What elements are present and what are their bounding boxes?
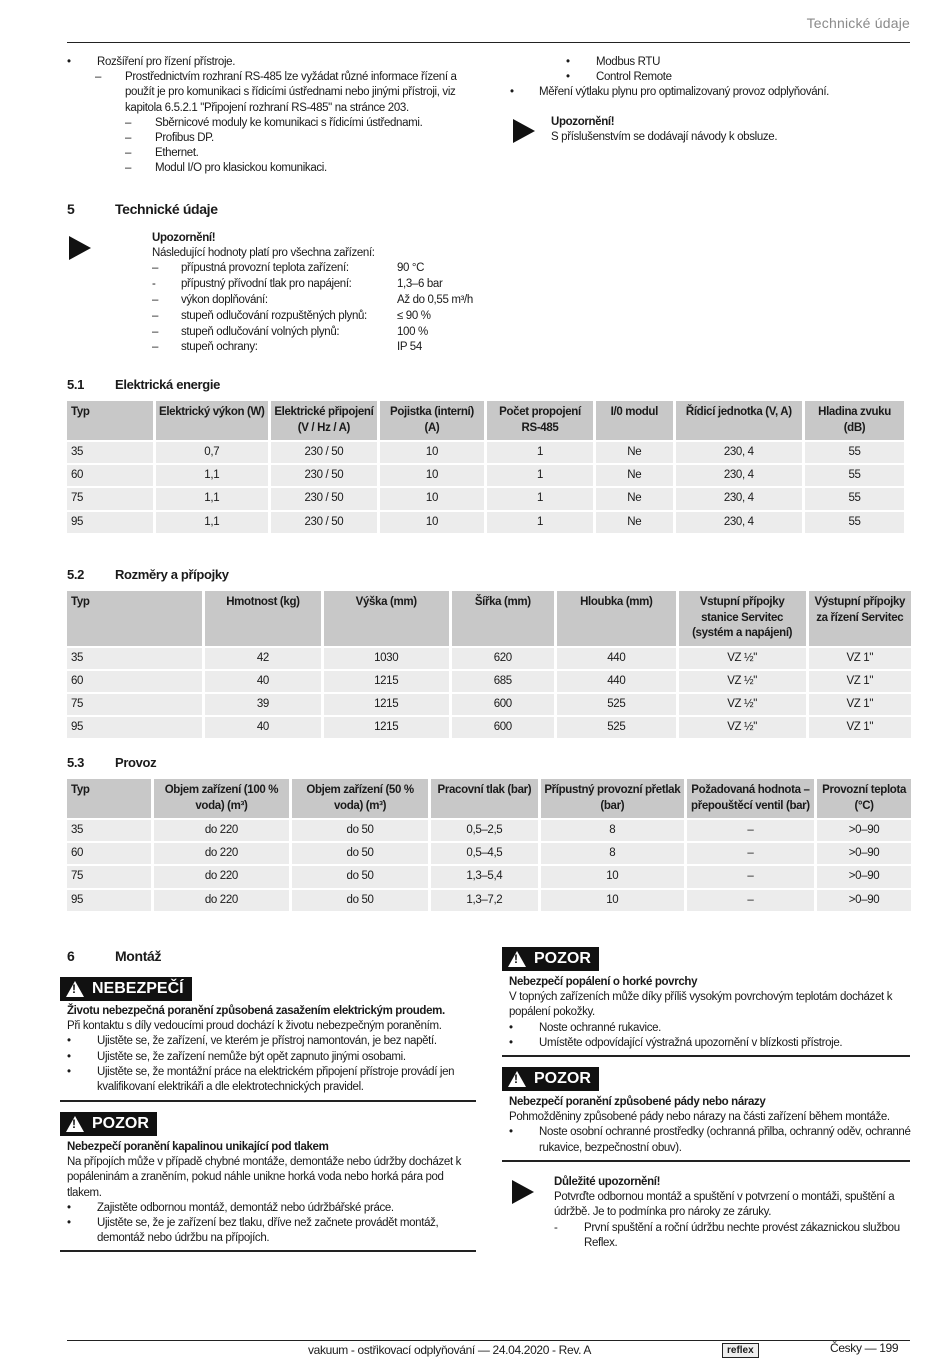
table-cell: 525 — [557, 694, 676, 715]
table-cell: VZ ½" — [679, 694, 806, 715]
table-cell: 35 — [67, 648, 202, 669]
note-text: Potvrďte odbornou montáž a spuštění v potvrzení o montáži, spuštění a údržbě. Je to podmínka pro nároky ze záruky. — [554, 1191, 895, 1219]
footer-rule — [67, 1340, 910, 1341]
column-header: Typ — [67, 779, 151, 818]
table-cell: 1,1 — [156, 512, 268, 533]
warning-triangle-icon — [508, 951, 526, 967]
note-text: S příslušenstvím se dodávají návody k obsluze. — [551, 131, 778, 144]
table-cell: 75 — [67, 488, 153, 509]
table-cell: 60 — [67, 843, 151, 864]
spec-dash: – — [152, 262, 159, 275]
table-cell: 95 — [67, 512, 153, 533]
table-row — [67, 648, 911, 669]
footer-text: vakuum - ostřikovací odplyňování — 24.04.2020 - Rev. A — [308, 1343, 592, 1357]
caution-box — [67, 1140, 477, 1246]
subsection-number: 5.3 — [67, 755, 85, 770]
table-row — [67, 890, 911, 911]
caution-title: Nebezpečí popálení o horké povrchy — [509, 976, 698, 988]
list-item: • Ujistěte se, že zařízení nemůže být opět zapnuto jinými osobami. — [67, 1050, 477, 1065]
list-item: • Zajistěte odbornou montáž, demontáž nebo údržbářské práce. — [67, 1201, 477, 1216]
list-item: – Profibus DP. — [125, 131, 477, 146]
table-cell: 1,1 — [156, 488, 268, 509]
table-cell: 230 / 50 — [271, 465, 377, 486]
table-cell: 0,7 — [156, 442, 268, 463]
column-header: Šířka (mm) — [452, 591, 554, 646]
spec-dash: – — [152, 294, 159, 306]
spec-value: Až do 0,55 m³/h — [397, 294, 473, 306]
table-cell: 95 — [67, 890, 151, 911]
list-item: • Rozšíření pro řízení přístroje. – Prostřednictvím rozhraní RS-485 lze vyžádat různé informace řízení a použít je pro komunikaci s řídicími ústřednami nebo jinými přístroji, viz kapitola 6.5.2.1 "Připojení rozhraní RS-485" na stránce 203. – Sběrnicové moduly ke komunikaci s řídicími ústřednami. – Profibus DP. – Ethernet. – Modul I/O pro klasickou komunikaci. — [67, 55, 477, 177]
subsection-number: 5.2 — [67, 567, 85, 582]
warning-triangle-icon — [66, 981, 84, 997]
table-cell: 1030 — [324, 648, 449, 669]
table-cell: >0–90 — [817, 843, 911, 864]
table-cell: – — [687, 866, 814, 887]
column-header: I/0 modul — [596, 401, 673, 440]
column-header: Řídicí jednotka (V, A) — [676, 401, 802, 440]
spec-row — [152, 293, 512, 309]
electrical-table — [64, 399, 907, 535]
danger-text: Při kontaktu s díly vedoucími proud dochází k životu nebezpečným poraněním. — [67, 1020, 442, 1033]
table-cell: 60 — [67, 465, 153, 486]
section-number: 6 — [67, 948, 75, 964]
list-item: - První spuštění a roční údržbu nechte provést zákaznickou službou Reflex. — [554, 1221, 910, 1251]
table-cell: – — [687, 820, 814, 841]
spec-dash: – — [152, 309, 159, 322]
spec-value: 1,3–6 bar — [397, 278, 443, 291]
spec-row — [152, 325, 512, 341]
spec-dash: - — [152, 278, 156, 291]
table-cell: 10 — [380, 512, 484, 533]
box-rule — [60, 1100, 476, 1102]
table-cell: 10 — [380, 442, 484, 463]
spec-value: 100 % — [397, 325, 428, 338]
list-item: – Prostřednictvím rozhraní RS-485 lze vyžádat různé informace řízení a použít je pro komunikaci s řídicími ústřednami nebo jinými přístroji, viz kapitola 6.5.2.1 "Připojení rozhraní RS-485" na stránce 203. – Sběrnicové moduly ke komunikaci s řídicími ústřednami. – Profibus DP. – Ethernet. – Modul I/O pro klasickou komunikaci. — [95, 70, 477, 176]
table-cell: 55 — [805, 488, 904, 509]
table-row — [67, 488, 904, 509]
table-cell: 10 — [541, 890, 684, 911]
table-cell: 0,5–2,5 — [431, 820, 538, 841]
table-cell: VZ ½" — [679, 717, 806, 738]
caution-box — [509, 1095, 911, 1156]
spec-list — [152, 261, 512, 356]
note-box — [551, 115, 777, 145]
box-rule — [502, 1160, 910, 1162]
table-cell: Ne — [596, 488, 673, 509]
table-cell: VZ 1" — [809, 694, 911, 715]
table-cell: 1 — [487, 512, 593, 533]
table-cell: 75 — [67, 866, 151, 887]
running-header: Technické údaje — [806, 15, 910, 31]
caution-label: ! POZOR — [502, 1067, 599, 1092]
spec-label: stupeň odlučování rozpuštěných plynů: — [181, 309, 367, 322]
table-cell: VZ 1" — [809, 648, 911, 669]
table-cell: 685 — [452, 671, 554, 692]
warning-triangle-icon — [66, 1116, 84, 1132]
column-header: Hladina zvuku (dB) — [805, 401, 904, 440]
dimensions-table — [64, 589, 914, 740]
table-header-row — [67, 401, 904, 440]
table-cell: 1,1 — [156, 465, 268, 486]
spec-value: 90 °C — [397, 262, 425, 275]
table-row — [67, 717, 911, 738]
top-right-list — [510, 55, 910, 101]
top-left-list — [67, 55, 477, 177]
list-item: • Ujistěte se, že je zařízení bez tlaku, dříve než začnete provádět montáž, demontáž nebo údržbu na přípojích. — [67, 1216, 477, 1246]
table-cell: 10 — [380, 465, 484, 486]
table-header-row — [67, 779, 911, 818]
caution-text: Na přípojích může v případě chybné montáže, demontáže nebo údržby docházet k popáleninám a zraněním, pokud náhle unikne horká voda nebo horká pára pod tlakem. — [67, 1156, 462, 1199]
list-item: • Noste ochranné rukavice. — [509, 1021, 911, 1036]
table-cell: 600 — [452, 694, 554, 715]
note-title: Upozornění! — [551, 116, 615, 128]
list-item: – Modul I/O pro klasickou komunikaci. — [125, 161, 477, 176]
list-item: – Ethernet. — [125, 146, 477, 161]
column-header: Objem zařízení (50 % voda) (m³) — [292, 779, 428, 818]
spec-label: výkon doplňování: — [181, 294, 268, 306]
spec-row — [152, 261, 512, 277]
box-rule — [60, 1250, 476, 1252]
caution-text: Pohmožděniny způsobené pády nebo nárazy na části zařízení během montáže. — [509, 1111, 890, 1124]
caution-title: Nebezpečí poranění kapalinou unikající pod tlakem — [67, 1141, 329, 1153]
column-header: Typ — [67, 401, 153, 440]
table-cell: 230 / 50 — [271, 488, 377, 509]
table-row — [67, 843, 911, 864]
list-item: • Modbus RTU — [566, 55, 910, 70]
table-cell: 230, 4 — [676, 465, 802, 486]
table-cell: 440 — [557, 671, 676, 692]
table-cell: 1215 — [324, 694, 449, 715]
spec-value: ≤ 90 % — [397, 309, 431, 322]
table-cell: 1215 — [324, 671, 449, 692]
table-cell: do 50 — [292, 890, 428, 911]
table-cell: 620 — [452, 648, 554, 669]
column-header: Provozní teplota (°C) — [817, 779, 911, 818]
table-cell: >0–90 — [817, 866, 911, 887]
table-cell: 40 — [205, 717, 321, 738]
note-intro: Následující hodnoty platí pro všechna zařízení: — [152, 247, 375, 260]
table-cell: 75 — [67, 694, 202, 715]
table-cell: 40 — [205, 671, 321, 692]
subsection-title: Provoz — [115, 755, 157, 770]
table-cell: VZ 1" — [809, 671, 911, 692]
spec-row — [152, 277, 512, 293]
table-cell: >0–90 — [817, 890, 911, 911]
table-row — [67, 465, 904, 486]
caution-label: ! POZOR — [60, 1112, 157, 1137]
caution-title: Nebezpečí poranění způsobené pády nebo nárazy — [509, 1096, 766, 1108]
table-row — [67, 866, 911, 887]
spec-dash: – — [152, 325, 159, 338]
table-cell: >0–90 — [817, 820, 911, 841]
table-cell: do 50 — [292, 843, 428, 864]
header-rule — [67, 42, 910, 43]
table-row — [67, 694, 911, 715]
table-cell: 1 — [487, 442, 593, 463]
table-cell: Ne — [596, 512, 673, 533]
list-item: • Měření výtlaku plynu pro optimalizovaný provoz odplyňování. — [510, 85, 910, 100]
list-item: • Ujistěte se, že montážní práce na elektrickém připojení přístroje provádí jen kvalifikovaní elektrikáři a dle elektrotechnických pravidel. — [67, 1065, 477, 1095]
spec-label: přípustná provozní teplota zařízení: — [181, 262, 349, 275]
spec-label: přípustný přívodní tlak pro napájení: — [181, 278, 352, 291]
subsection-title: Elektrická energie — [115, 377, 220, 392]
column-header: Vstupní přípojky stanice Servitec (systém a napájení) — [679, 591, 806, 646]
table-cell: 230 / 50 — [271, 442, 377, 463]
subsection-number: 5.1 — [67, 377, 85, 392]
column-header: Elektrický výkon (W) — [156, 401, 268, 440]
table-cell: 10 — [380, 488, 484, 509]
table-cell: 60 — [67, 671, 202, 692]
column-header: Požadovaná hodnota – přepouštěcí ventil (bar) — [687, 779, 814, 818]
table-cell: do 50 — [292, 866, 428, 887]
column-header: Objem zařízení (100 % voda) (m³) — [154, 779, 290, 818]
note-title: Důležité upozornění! — [554, 1176, 661, 1188]
warning-triangle-icon — [508, 1071, 526, 1087]
table-cell: 8 — [541, 820, 684, 841]
spec-label: stupeň odlučování volných plynů: — [181, 325, 340, 338]
danger-box — [67, 1004, 477, 1095]
table-cell: 525 — [557, 717, 676, 738]
table-cell: Ne — [596, 465, 673, 486]
table-cell: 55 — [805, 512, 904, 533]
column-header: Počet propojení RS-485 — [487, 401, 593, 440]
table-row — [67, 442, 904, 463]
danger-title: Životu nebezpečná poranění způsobená zasažením elektrickým proudem. — [67, 1005, 445, 1017]
column-header: Pracovní tlak (bar) — [431, 779, 538, 818]
column-header: Výška (mm) — [324, 591, 449, 646]
table-cell: 440 — [557, 648, 676, 669]
table-cell: 1,3–7,2 — [431, 890, 538, 911]
table-cell: 8 — [541, 843, 684, 864]
note-arrow-icon — [512, 1180, 534, 1204]
table-cell: 95 — [67, 717, 202, 738]
operation-table — [64, 777, 914, 913]
table-cell: 1 — [487, 465, 593, 486]
box-rule — [502, 1055, 910, 1057]
table-cell: do 220 — [154, 890, 290, 911]
table-cell: 230, 4 — [676, 442, 802, 463]
table-cell: do 220 — [154, 843, 290, 864]
column-header: Hmotnost (kg) — [205, 591, 321, 646]
table-cell: do 220 — [154, 866, 290, 887]
column-header: Přípustný provozní přetlak (bar) — [541, 779, 684, 818]
table-cell: 55 — [805, 465, 904, 486]
table-cell: VZ ½" — [679, 648, 806, 669]
list-item: • Control Remote — [566, 70, 910, 85]
table-header-row — [67, 591, 911, 646]
table-cell: VZ 1" — [809, 717, 911, 738]
table-cell: 35 — [67, 820, 151, 841]
table-cell: 0,5–4,5 — [431, 843, 538, 864]
caution-box — [509, 975, 911, 1051]
spec-value: IP 54 — [397, 341, 422, 354]
column-header: Hloubka (mm) — [557, 591, 676, 646]
spec-row — [152, 340, 512, 356]
column-header: Pojistka (interní) (A) — [380, 401, 484, 440]
table-cell: Ne — [596, 442, 673, 463]
table-cell: do 220 — [154, 820, 290, 841]
note-title: Upozornění! — [152, 232, 216, 244]
table-row — [67, 671, 911, 692]
column-header: Elektrické připojení (V / Hz / A) — [271, 401, 377, 440]
table-cell: – — [687, 890, 814, 911]
list-item: – Sběrnicové moduly ke komunikaci s řídicími ústřednami. — [125, 116, 477, 131]
table-cell: do 50 — [292, 820, 428, 841]
list-item: • Ujistěte se, že zařízení, ve kterém je přístroj namontován, je bez napětí. — [67, 1034, 477, 1049]
section-number: 5 — [67, 201, 75, 217]
note-arrow-icon — [513, 119, 535, 143]
spec-note — [152, 231, 512, 356]
table-cell: – — [687, 843, 814, 864]
table-cell: 1215 — [324, 717, 449, 738]
subsection-title: Rozměry a přípojky — [115, 567, 229, 582]
table-cell: 39 — [205, 694, 321, 715]
spec-row — [152, 309, 512, 325]
table-cell: 55 — [805, 442, 904, 463]
note-arrow-icon — [69, 236, 91, 260]
table-cell: 42 — [205, 648, 321, 669]
table-cell: 10 — [541, 866, 684, 887]
spec-label: stupeň ochrany: — [181, 341, 258, 354]
table-cell: 230, 4 — [676, 512, 802, 533]
table-cell: 35 — [67, 442, 153, 463]
column-header: Typ — [67, 591, 202, 646]
table-row — [67, 820, 911, 841]
important-note — [554, 1175, 910, 1251]
table-cell: 1 — [487, 488, 593, 509]
list-item: • Noste osobní ochranné prostředky (ochranná přilba, ochranný oděv, ochranné rukavice, bezpečnostní obuv). — [509, 1125, 911, 1155]
table-row — [67, 512, 904, 533]
table-cell: 230, 4 — [676, 488, 802, 509]
brand-logo: reflex — [722, 1343, 759, 1358]
column-header: Výstupní přípojky za řízení Servitec — [809, 591, 911, 646]
section-title: Technické údaje — [115, 201, 218, 217]
caution-label: ! POZOR — [502, 947, 599, 972]
table-cell: 230 / 50 — [271, 512, 377, 533]
table-cell: VZ ½" — [679, 671, 806, 692]
caution-text: V topných zařízeních může díky příliš vysokým povrchovým teplotám docházet k popálení pokožky. — [509, 991, 893, 1019]
danger-label: ! NEBEZPEČÍ — [60, 977, 192, 1002]
spec-dash: – — [152, 341, 159, 354]
page-number: Česky — 199 — [830, 1341, 899, 1355]
section-title: Montáž — [115, 948, 162, 964]
table-cell: 1,3–5,4 — [431, 866, 538, 887]
list-item: • Umístěte odpovídající výstražná upozornění v blízkosti přístroje. — [509, 1036, 911, 1051]
table-cell: 600 — [452, 717, 554, 738]
